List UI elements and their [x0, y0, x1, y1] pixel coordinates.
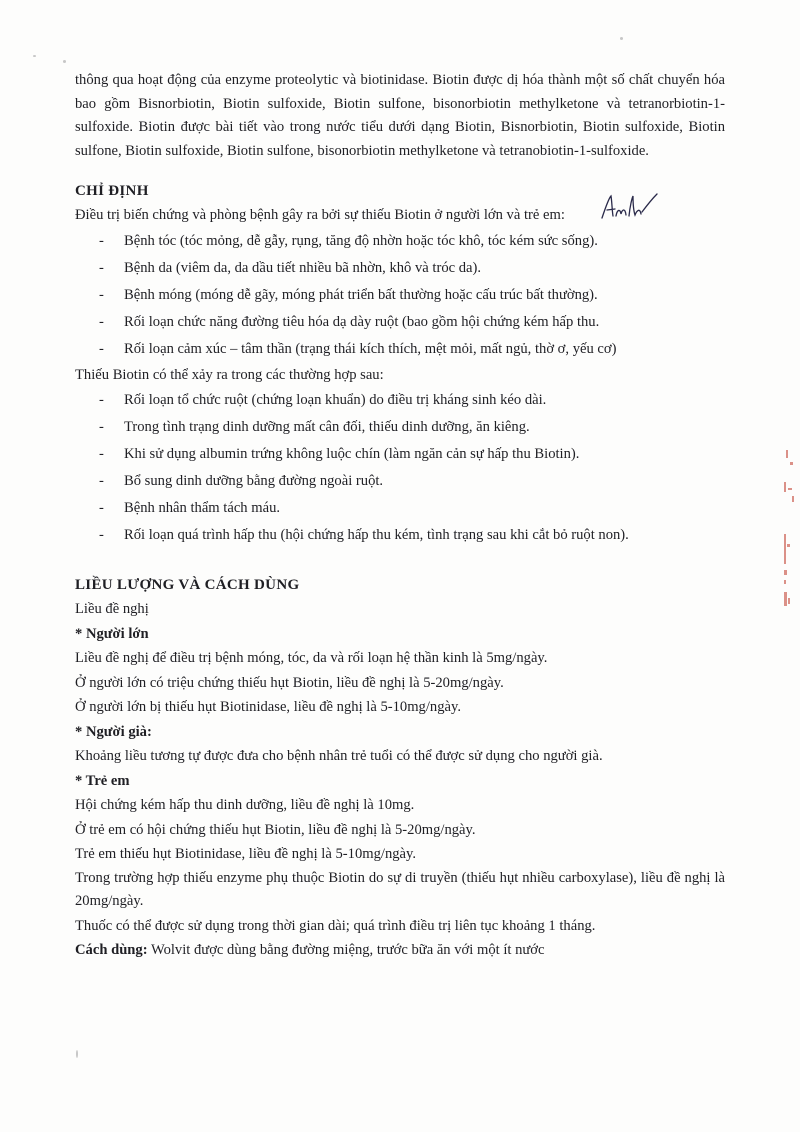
- indication-item: - Bệnh tóc (tóc mỏng, dễ gẫy, rụng, tăng độ nhờn hoặc tóc khô, tóc kém sức sống).: [75, 228, 725, 255]
- document-body: [75, 69, 725, 963]
- dosage-intro: Liều đề nghị: [75, 601, 149, 617]
- genetic-deficiency-paragraph: Trong trường hợp thiếu enzyme phụ thuộc Biotin do sự di truyền (thiếu hụt nhiều carboxylase), liều đề nghị là 20mg/ngày.: [75, 869, 725, 909]
- usage-text: Wolvit được dùng bằng đường miệng, trước bữa ăn với một ít nước: [147, 942, 545, 958]
- cause-item: - Bổ sung dinh dưỡng bằng đường ngoài ruột.: [75, 468, 725, 495]
- usage-label: Cách dùng:: [75, 942, 148, 958]
- children-line: Hội chứng kém hấp thu dinh dưỡng, liều đề nghị là 10mg.: [75, 797, 415, 813]
- cause-item: - Rối loạn tổ chức ruột (chứng loạn khuẩn) do điều trị kháng sinh kéo dài.: [75, 387, 725, 414]
- children-line: Ở trẻ em có hội chứng thiếu hụt Biotin, liều đề nghị là 5-20mg/ngày.: [75, 821, 476, 838]
- scan-speck: [620, 37, 623, 40]
- scan-speck: [76, 1050, 78, 1058]
- usage-line: [75, 938, 725, 963]
- indications-list: [75, 228, 725, 363]
- indication-item: - Rối loạn chức năng đường tiêu hóa dạ dày ruột (bao gồm hội chứng kém hấp thu.: [75, 309, 725, 336]
- indication-item: - Bệnh móng (móng dễ gãy, móng phát triển bất thường hoặc cấu trúc bất thường).: [75, 282, 725, 309]
- children-line: Trẻ em thiếu hụt Biotinidase, liều đề nghị là 5-10mg/ngày.: [75, 846, 417, 862]
- adults-label: * Người lớn: [75, 625, 149, 642]
- adults-line: Ở người lớn có triệu chứng thiếu hụt Biotin, liều đề nghị là 5-20mg/ngày.: [75, 674, 504, 691]
- causes-intro: Thiếu Biotin có thể xảy ra trong các thường hợp sau:: [75, 366, 384, 383]
- adults-line: Ở người lớn bị thiếu hụt Biotinidase, liều đề nghị là 5-10mg/ngày.: [75, 699, 461, 715]
- indications-intro: Điều trị biến chứng và phòng bệnh gây ra bởi sự thiếu Biotin ở người lớn và trẻ em:: [75, 207, 565, 223]
- scan-speck: [63, 60, 66, 63]
- cause-item: - Bệnh nhân thẩm tách máu.: [75, 495, 725, 522]
- cause-item: - Trong tình trạng dinh dưỡng mất cân đối, thiếu dinh dưỡng, ăn kiêng.: [75, 414, 725, 441]
- treatment-duration: Thuốc có thể được sử dụng trong thời gian dài; quá trình điều trị liên tục khoảng 1 tháng.: [75, 917, 596, 934]
- edge-stamp-mark: [768, 448, 796, 618]
- cause-item: - Khi sử dụng albumin trứng không luộc chín (làm ngăn cản sự hấp thu Biotin).: [75, 441, 725, 468]
- children-label: * Trẻ em: [75, 772, 130, 789]
- elderly-line: Khoảng liều tương tự được đưa cho bệnh nhân trẻ tuổi có thể được sử dụng cho người già.: [75, 748, 603, 764]
- intro-paragraph: thông qua hoạt động của enzyme proteolytic và biotinidase. Biotin được dị hóa thành một số chất chuyển hóa bao gồm Bisnorbiotin, Biotin sulfoxide, Biotin sulfone, bisonorbiotin methylketone và tetranorbiotin-1-sulfoxide. Biotin được bài tiết vào trong nước tiểu dưới dạng Biotin, Bisnorbiotin, Biotin sulfoxide, Biotin sulfone, Biotin sulfoxide, Biotin sulfone, bisonorbiotin methylketone và tetranobiotin-1-sulfoxide.: [75, 72, 725, 159]
- dosage-heading: LIỀU LƯỢNG VÀ CÁCH DÙNG: [75, 577, 300, 593]
- cause-item: - Rối loạn quá trình hấp thu (hội chứng hấp thu kém, tình trạng sau khi cắt bỏ ruột non).: [75, 522, 725, 549]
- indication-item: - Bệnh da (viêm da, da dầu tiết nhiều bã nhờn, khô và tróc da).: [75, 255, 725, 282]
- indications-heading: CHỈ ĐỊNH: [75, 183, 149, 199]
- indication-item: - Rối loạn cảm xúc – tâm thần (trạng thái kích thích, mệt mỏi, mất ngủ, thờ ơ, yếu cơ): [75, 336, 725, 363]
- causes-list: [75, 387, 725, 549]
- adults-line: Liều đề nghị để điều trị bệnh móng, tóc, da và rối loạn hệ thần kinh là 5mg/ngày.: [75, 650, 548, 666]
- scan-speck: [33, 55, 36, 57]
- elderly-label: * Người già:: [75, 723, 152, 740]
